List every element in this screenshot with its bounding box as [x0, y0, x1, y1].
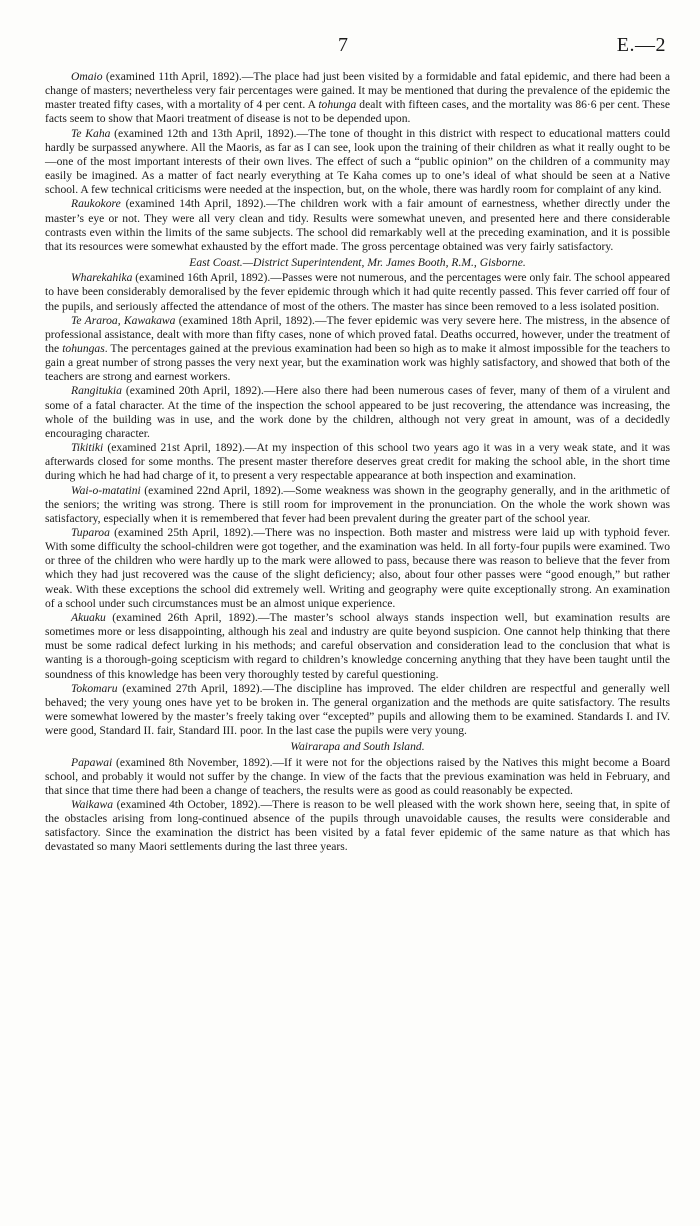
maori-term: tohunga	[318, 98, 357, 112]
school-name: Rangitukia	[71, 384, 122, 398]
school-name: Te Araroa, Kawakawa	[71, 313, 176, 327]
school-name: Tikitiki	[71, 441, 104, 455]
document-reference: E.—2	[616, 34, 666, 56]
paragraph-tikitiki	[45, 441, 670, 483]
paragraph-papawai	[45, 756, 670, 798]
school-name: Wharekahika	[71, 271, 133, 285]
paragraph-waikawa	[45, 798, 670, 855]
paragraph-text: (examined 25th April, 1892).—There was no inspection. Both master and mistress were laid up with typhoid fever. With some difficulty the school-children were got together, and the examination was held. In all forty-four pupils were examined. Two or three of the children who were hardly up to the mark were allowed to pass, because there was reason to believe that the fever from which they had just recovered was the cause of the slight deficiency; also, about four other passes were “good enough,” but rather weak. With these exceptions the school did extremely well. Writing and geography were quite exceptionally strong. An examination of a school under such circumstances must be an almost unique experience.	[45, 526, 670, 610]
paragraph-text: (examined 8th November, 1892).—If it were not for the objections raised by the Natives this might become a Board school, and probably it would not suffer by the change. In view of the facts that the previous examination was held in February, and that since that time there had been a change of teachers, the results were as good as could reasonably be expected.	[45, 755, 670, 797]
school-name: Omaio	[71, 70, 103, 83]
school-name: Papawai	[71, 755, 113, 769]
paragraph-text: . The percentages gained at the previous examination had been so high as to make it almost impossible for the teachers to gain a great number of strong passes the very next year, but the examination work was highly satisfactory, and showed that both of the teachers are strong and earnest workers.	[45, 341, 670, 384]
paragraph-wharekahika	[45, 271, 670, 313]
paragraph-text: (examined 26th April, 1892).—The master’s school always stands inspection well, but examination results are sometimes more or less disappointing, although his zeal and industry are quite beyond suspicion. One cannot help thinking that there must be some radical defect lurking in his methods; and careful observation and consideration lead to the conclusion that what is wanting is a thorough-going scepticism with regard to children’s knowledge concerning anything that they have been taught until the soundness of this knowledge has been very thoroughly tested by careful questioning.	[45, 610, 670, 681]
paragraph-text: (examined 21st April, 1892).—At my inspection of this school two years ago it was in a very weak state, and it was afterwards closed for some months. The present master therefore deserves great credit for making the school able, in the short time during which he had had charge of it, to present a very respectable appearance at both inspection and examination.	[45, 441, 670, 483]
section-heading-east-coast: East Coast.—District Superintendent, Mr. James Booth, R.M., Gisborne.	[189, 256, 526, 270]
paragraph-text: (examined 12th and 13th April, 1892).—The tone of thought in this district with respect to educational matters could hardly be surpassed anywhere. All the Maoris, as far as I can see, look upon the training of their children as what it really ought to be—one of the most important interests of their own lives. The effect of such a “public opinion” on the children of a community may easily be imagined. As a matter of fact nearly everything at Te Kaha comes up to one’s ideal of what should be seen at a Native school. A few technical criticisms were needed at the inspection, but, on the whole, there was hardly room for complaint of any kind.	[45, 126, 670, 197]
paragraph-tuparoa	[45, 526, 670, 611]
section-heading-wairarapa: Wairarapa and South Island.	[290, 740, 425, 754]
school-name: Wai-o-matatini	[71, 483, 141, 497]
paragraph-raukokore	[45, 197, 670, 254]
paragraph-wai-o-matatini	[45, 484, 670, 526]
paragraph-rangitukia	[45, 384, 670, 441]
maori-term: tohungas	[62, 341, 105, 355]
school-name: Raukokore	[71, 197, 121, 211]
paragraph-text: (examined 22nd April, 1892).—Some weakness was shown in the geography generally, and in the arithmetic of the seniors; the writing was strong. There is still room for improvement in the pronunciation. On the whole the work shown was satisfactory, especially when it is remembered that fever had been prevalent during the greater part of the school year.	[45, 483, 670, 525]
paragraph-text: (examined 14th April, 1892).—The children work with a fair amount of earnestness, whether directly under the master’s eye or not. They were all very clean and tidy. Results were somewhat uneven, and presented here and there considerable contrasts even within the limits of the same subjects. The school did remarkably well at the preceding examination, and it is possible that its resources were somewhat exhausted by the effort made. The gross percentage obtained was very fairly satisfactory.	[45, 197, 670, 253]
school-name: Tokomaru	[71, 681, 118, 695]
page-number: 7	[338, 34, 349, 56]
paragraph-text: (examined 18th April, 1892).—The fever epidemic was very severe here. The mistress, in the absence of professional assistance, dealt with more than fifty cases, none of which proved fatal. Deaths occurred, however, under the treatment of the	[45, 313, 670, 355]
paragraph-text: (examined 4th October, 1892).—There is reason to be well pleased with the work shown here, seeing that, in spite of the obstacles arising from long-continued absence of the pupils through unavoidable causes, the results were considerable and satisfactory. Since the examination the district has been visited by a fatal fever epidemic of the same nature as that which has devastated so many Maori settlements during the last three years.	[45, 797, 670, 854]
paragraph-text: (examined 27th April, 1892).—The discipline has improved. The elder children are respectful and generally well behaved; the very young ones have yet to be broken in. The general organization and the methods are quite satisfactory. The results were somewhat lowered by the master’s freely taking over “excepted” pupils and allowing them to be examined. Standards I. and IV. were good, Standard II. fair, Standard III. poor. In the last case the pupils were very young.	[45, 681, 670, 738]
paragraph-text: (examined 16th April, 1892).—Passes were not numerous, and the percentages were only fair. The school appeared to have been considerably demoralised by the fever epidemic through which it had quite recently passed. This fever carried off four of the pupils, and seriously affected the attendance of most of the others. The master has since been removed to a less isolated position.	[45, 271, 670, 313]
school-name: Akuaku	[71, 610, 106, 624]
paragraph-text: dealt with fifteen cases, and the mortality was 86·6 per cent. These facts seem to show that Maori treatment of disease is not to be depended upon.	[45, 98, 670, 126]
paragraph-text: (examined 20th April, 1892).—Here also there had been numerous cases of fever, many of them of a virulent and some of a fatal character. At the time of the inspection the school appeared to be just recovering, the attendance was increasing, the whole of the building was in use, and the work done by the children, although not very great in amount, was of a decidedly encouraging character.	[45, 384, 670, 440]
paragraph-text: (examined 11th April, 1892).—The place had just been visited by a formidable and fatal epidemic, and there had been a change of masters; nevertheless very fair percentages were gained. It may be mentioned that during the prevalence of the epidemic the master treated fifty cases, with a mortality of 4 per cent. A	[45, 70, 670, 112]
paragraph-te-araroa	[45, 314, 670, 385]
document-body	[45, 70, 670, 855]
paragraph-akuaku	[45, 611, 670, 682]
paragraph-omaio	[45, 70, 670, 127]
school-name: Waikawa	[71, 797, 114, 811]
paragraph-tokomaru	[45, 682, 670, 739]
paragraph-te-kaha	[45, 127, 670, 198]
school-name: Te Kaha	[71, 126, 111, 140]
school-name: Tuparoa	[71, 526, 110, 539]
